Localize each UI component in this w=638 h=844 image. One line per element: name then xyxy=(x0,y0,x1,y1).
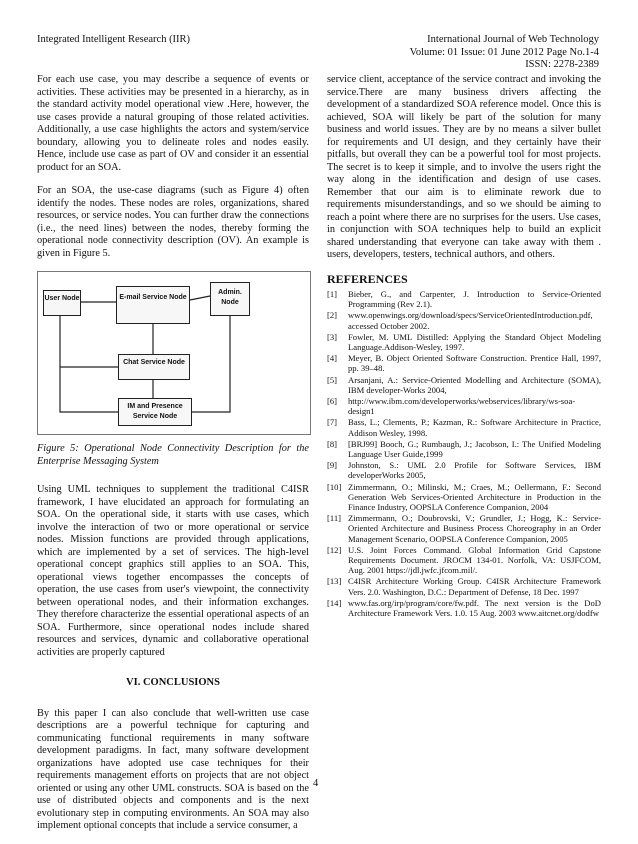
reference-item xyxy=(327,513,601,544)
reference-number: [9] xyxy=(327,460,338,471)
reference-item xyxy=(327,545,601,576)
reference-item xyxy=(327,417,601,437)
reference-number: [8] xyxy=(327,438,338,449)
reference-item xyxy=(327,576,601,596)
reference-text: Bieber, G., and Carpenter, J. Introduction to Service-Oriented Programming (Rev 2.1). xyxy=(348,289,601,310)
section-title: VI. CONCLUSIONS xyxy=(126,677,220,688)
reference-text: www.openwings.org/download/specs/ServiceOrientedIntroduction.pdf, accessed October 2002. xyxy=(348,310,593,331)
paragraph: By this paper I can also conclude that well-written use case descriptions are a powerful technique for capturing and communicating functional requirements in many software development paradigms. In fact, many software development organizations have adopted use case techniques for their requirements management efforts on projects that are not object oriented or using any other UML constructs. SOA is based on the use of distributed objects and components and is the next evolutionary step in computing environments. An SOA may also implement optional concepts that include a service consumer, a xyxy=(37,707,309,831)
reference-item xyxy=(327,482,601,513)
im-presence-service-node: IM and Presence Service Node xyxy=(118,398,192,426)
reference-text: Zimmermann, O.; Milinski, M.; Craes, M.; Oellermann, F.: Second Generation Web Services-Oriented Architecture in Production in the Finance Industry, OOPSLA Conference Companion, 2004 xyxy=(348,481,601,513)
reference-number: [4] xyxy=(327,353,338,364)
right-column xyxy=(327,74,601,619)
reference-text: Bass, L.; Clements, P.; Kazman, R.: Software Architecture in Practice, Addison Wesley, 1998. xyxy=(348,417,601,438)
reference-item xyxy=(327,332,601,352)
figure-5-diagram xyxy=(37,271,311,435)
reference-text: Fowler, M. UML Distilled: Applying the Standard Object Modeling Language.Addison-Wesley, 1997. xyxy=(348,331,601,353)
user-node: User Node xyxy=(43,290,81,316)
reference-number: [10] xyxy=(327,481,342,492)
reference-number: [2] xyxy=(327,310,338,321)
reference-item xyxy=(327,310,601,330)
reference-number: [14] xyxy=(327,597,342,608)
reference-text: [BRJ99] Booch, G.; Rumbaugh, J.; Jacobson, I.: The Unified Modeling Language User Guide,1999 xyxy=(348,438,601,460)
paragraph: service client, acceptance of the service contract and invoking the service.There are many business drivers affecting the development of a standardized SOA reference model. Once this is achieved, SOA will likely be part of the solution for many business and world issues. They are by no means a silver bullet for requirements and UI design, and they certainly have their pitfalls, but overall they can be a powerful tool for most projects. The secret is to keep it simple, and to involve the users right the way along in the identification and design of use cases. Remember that our aim is to eliminate rework due to requirements misunderstandings, and so we should be aiming to reach a point where there are no surprises for the users. Use cases, in conjunction with SOA techniques help to build an explicit shared understanding that everyone can take away with them . users, developers, testers, technical authors, and others. xyxy=(327,74,601,260)
running-header-right xyxy=(410,34,599,72)
reference-number: [7] xyxy=(327,417,338,428)
reference-text: Arsanjani, A.: Service-Oriented Modelling and Architecture (SOMA), IBM developer-Works 2004, xyxy=(348,374,601,395)
reference-text: Meyer, B. Object Oriented Software Construction. Prentice Hall, 1997, pp. 39–48. xyxy=(348,353,601,374)
left-column xyxy=(37,74,309,844)
reference-item xyxy=(327,460,601,480)
page-number: 4 xyxy=(313,778,319,789)
reference-number: [1] xyxy=(327,289,338,299)
admin-node: Admin. Node xyxy=(210,282,250,316)
reference-item xyxy=(327,439,601,459)
reference-number: [5] xyxy=(327,374,338,385)
paragraph: Using UML techniques to supplement the traditional C4ISR framework, I have elucidated an approach for formulating an SOA. On the operational side, it starts with use cases, which involve the interaction of two or more operational or service nodes. Mission functions are provided through applications, which are implemented by a set of services. The high-level operational concept graphics still applies to an SOA. This, operational views together encompasses the concepts of operation, the use cases from user's viewpoint, the connectivity between operational nodes, and their information exchanges. They therefore characterize the essential operational aspects of an SOA. Furthermore, since operational nodes include shared resources and services, dynamic and collaborative operational activities are properly captured xyxy=(37,484,309,658)
reference-text: Johnston, S.: UML 2.0 Profile for Software Services, IBM developerWorks 2005, xyxy=(348,460,601,481)
reference-text: www.fas.org/irp/program/core/fw.pdf. The next version is the DoD Architecture Framework Vers. 1.0. 15 Aug. 2003 www.aitcnet.org/dodfw xyxy=(348,597,601,619)
journal-name: International Journal of Web Technology xyxy=(427,34,599,45)
reference-number: [12] xyxy=(327,544,342,555)
email-service-node: E-mail Service Node xyxy=(116,286,190,324)
paragraph: For each use case, you may describe a sequence of events or activities. These activities may be presented in a hierarchy, as in the standard activity model operational view .Here, however, the use cases provide a natural grouping of those related activities. Additionally, a use case highlights the actors and system/service boundary, allowing you to delineate roles and nodes easily. Hence, include use case as part of OV and consider it an essential product for an SOA. xyxy=(37,74,309,173)
issn: ISSN: 2278-2389 xyxy=(525,59,599,70)
chat-service-node: Chat Service Node xyxy=(118,354,190,380)
volume-issue: Volume: 01 Issue: 01 June 2012 Page No.1-4 xyxy=(409,46,599,58)
paragraph: For an SOA, the use-case diagrams (such as Figure 4) often identify the nodes. These nodes are roles, organizations, shared resources, or service nodes. You can further draw the connections (i.e., the need lines) between the nodes, thereby forming the operational node connectivity description (OV). An example is given in Figure 5. xyxy=(37,185,309,259)
reference-text: http://www.ibm.com/developerworks/webservices/library/ws-soa-design1 xyxy=(348,396,576,417)
figure-caption: Figure 5: Operational Node Connectivity Description for the Enterprise Messaging System xyxy=(37,443,309,467)
references-heading: REFERENCES xyxy=(327,271,408,286)
reference-number: [13] xyxy=(327,576,342,587)
running-header-left: Integrated Intelligent Research (IIR) xyxy=(37,34,191,45)
reference-text: Zimmermann, O.; Doubrovski, V.; Grundler, J.; Hogg, K.: Service-Oriented Architecture and Business Process Choreography in an Order Management Scenario, OOPSLA Conference Companion, 2005 xyxy=(348,513,601,544)
reference-item xyxy=(327,396,601,416)
reference-item xyxy=(327,353,601,373)
reference-item xyxy=(327,375,601,395)
reference-item xyxy=(327,289,601,309)
reference-number: [6] xyxy=(327,396,338,407)
reference-text: U.S. Joint Forces Command. Global Information Grid Capstone Requirements Document. JROCM 134-01. Norfolk, VA: USJFCOM, Aug. 2001 https://jdl.jwfc.jfcom.mil/. xyxy=(348,544,601,576)
reference-list xyxy=(327,289,601,618)
reference-number: [3] xyxy=(327,331,338,342)
reference-item xyxy=(327,598,601,618)
reference-text: C4ISR Architecture Working Group. C4ISR Architecture Framework Vers. 2.0. Washington, D.C.: Department of Defense, 18 Dec. 1997 xyxy=(348,576,601,597)
reference-number: [11] xyxy=(327,513,341,524)
